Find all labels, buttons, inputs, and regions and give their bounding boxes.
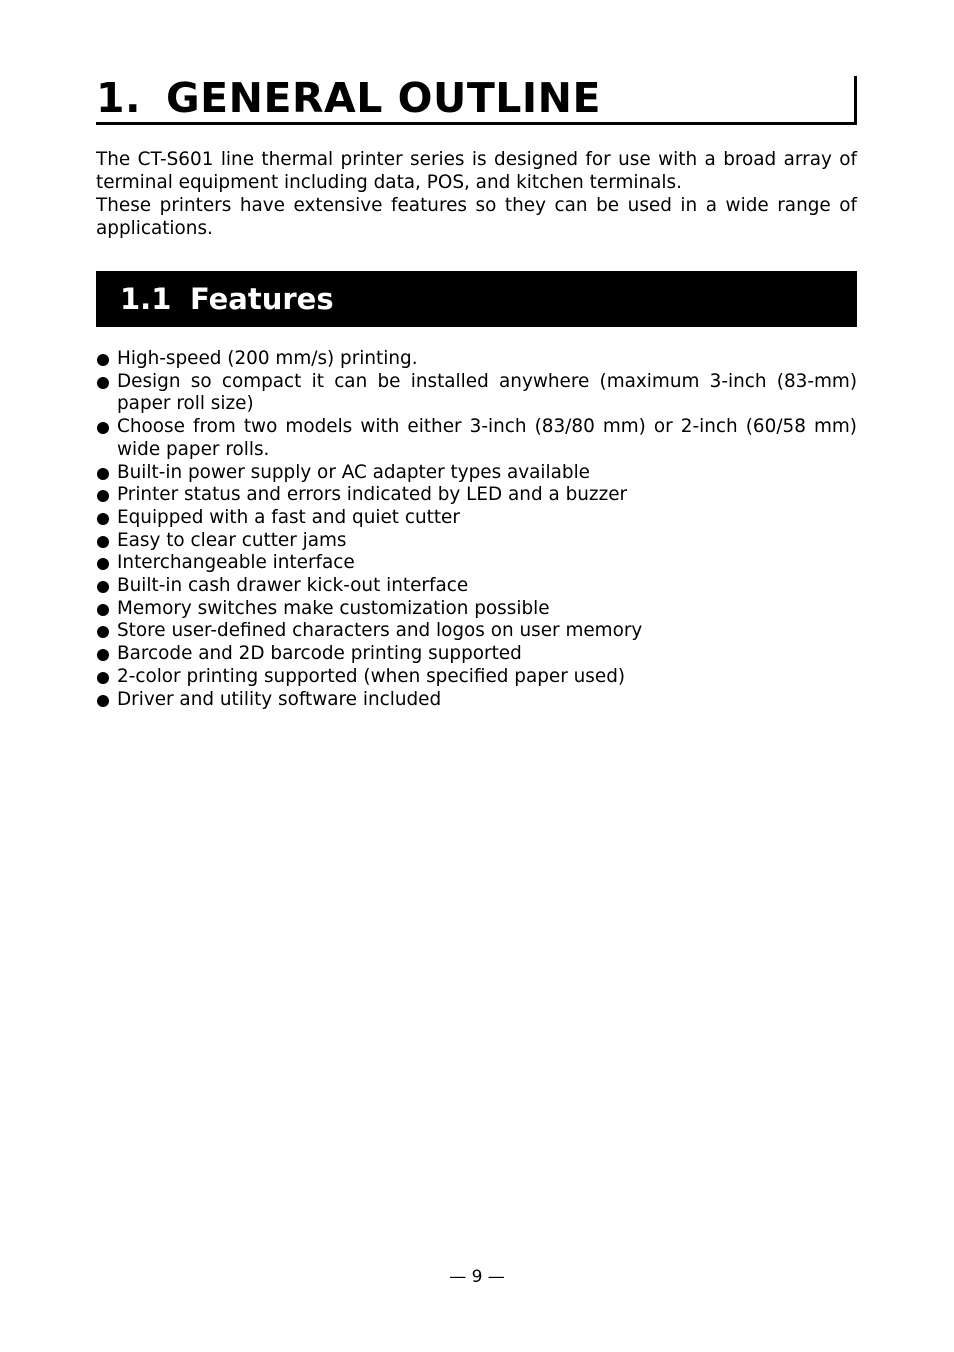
bullet-icon xyxy=(97,581,109,593)
list-item xyxy=(96,348,857,371)
list-item xyxy=(96,666,857,689)
bullet-icon xyxy=(97,354,109,366)
bullet-icon xyxy=(97,490,109,502)
list-item xyxy=(96,620,857,643)
list-item xyxy=(96,462,857,485)
list-item xyxy=(96,575,857,598)
list-item xyxy=(96,507,857,530)
feature-text: Easy to clear cutter jams xyxy=(117,529,347,551)
section-title xyxy=(120,279,334,319)
feature-text: Interchangeable interface xyxy=(117,552,355,574)
intro-text xyxy=(96,148,857,240)
list-item xyxy=(96,598,857,621)
bullet-icon xyxy=(97,558,109,570)
chapter-number: 1. xyxy=(96,74,142,122)
list-item xyxy=(96,371,857,416)
bullet-icon xyxy=(97,513,109,525)
feature-text: Built-in cash drawer kick-out interface xyxy=(117,575,469,597)
list-item xyxy=(96,416,857,461)
chapter-header xyxy=(96,76,857,125)
section-number: 1.1 xyxy=(120,282,172,316)
feature-text: Barcode and 2D barcode printing supported xyxy=(117,643,522,665)
bullet-icon xyxy=(97,604,109,616)
features-list xyxy=(96,348,857,711)
list-item xyxy=(96,643,857,666)
intro-paragraph: The CT-S601 line thermal printer series is designed for use with a broad array of terminal equipment including data, POS, and kitchen terminals. xyxy=(96,149,857,193)
feature-text: Design so compact it can be installed anywhere (maximum 3-inch (83-mm) paper roll size) xyxy=(117,370,857,415)
bullet-icon xyxy=(97,649,109,661)
feature-text: Printer status and errors indicated by LED and a buzzer xyxy=(117,484,628,506)
bullet-icon xyxy=(97,377,109,389)
bullet-icon xyxy=(97,626,109,638)
chapter-title-text: GENERAL OUTLINE xyxy=(166,74,601,122)
section-title-text: Features xyxy=(190,282,334,316)
feature-text: Built-in power supply or AC adapter types available xyxy=(117,461,591,483)
list-item xyxy=(96,552,857,575)
bullet-icon xyxy=(97,468,109,480)
intro-paragraph: These printers have extensive features so they can be used in a wide range of applications. xyxy=(96,195,857,239)
bullet-icon xyxy=(97,536,109,548)
feature-text: Driver and utility software included xyxy=(117,688,442,710)
bullet-icon xyxy=(97,422,109,434)
page-number: — 9 — xyxy=(449,1267,505,1287)
bullet-icon xyxy=(97,672,109,684)
list-item xyxy=(96,689,857,712)
section-header-bar xyxy=(96,271,857,327)
chapter-title xyxy=(96,76,601,120)
feature-text: Store user-defined characters and logos on user memory xyxy=(117,620,643,642)
feature-text: Equipped with a fast and quiet cutter xyxy=(117,506,460,528)
feature-text: 2-color printing supported (when specified paper used) xyxy=(117,665,626,687)
bullet-icon xyxy=(97,695,109,707)
feature-text: High-speed (200 mm/s) printing. xyxy=(117,348,418,369)
feature-text: Memory switches make customization possible xyxy=(117,597,550,619)
list-item xyxy=(96,530,857,553)
list-item xyxy=(96,484,857,507)
feature-text: Choose from two models with either 3-inch (83/80 mm) or 2-inch (60/58 mm) wide paper rolls. xyxy=(117,416,857,460)
